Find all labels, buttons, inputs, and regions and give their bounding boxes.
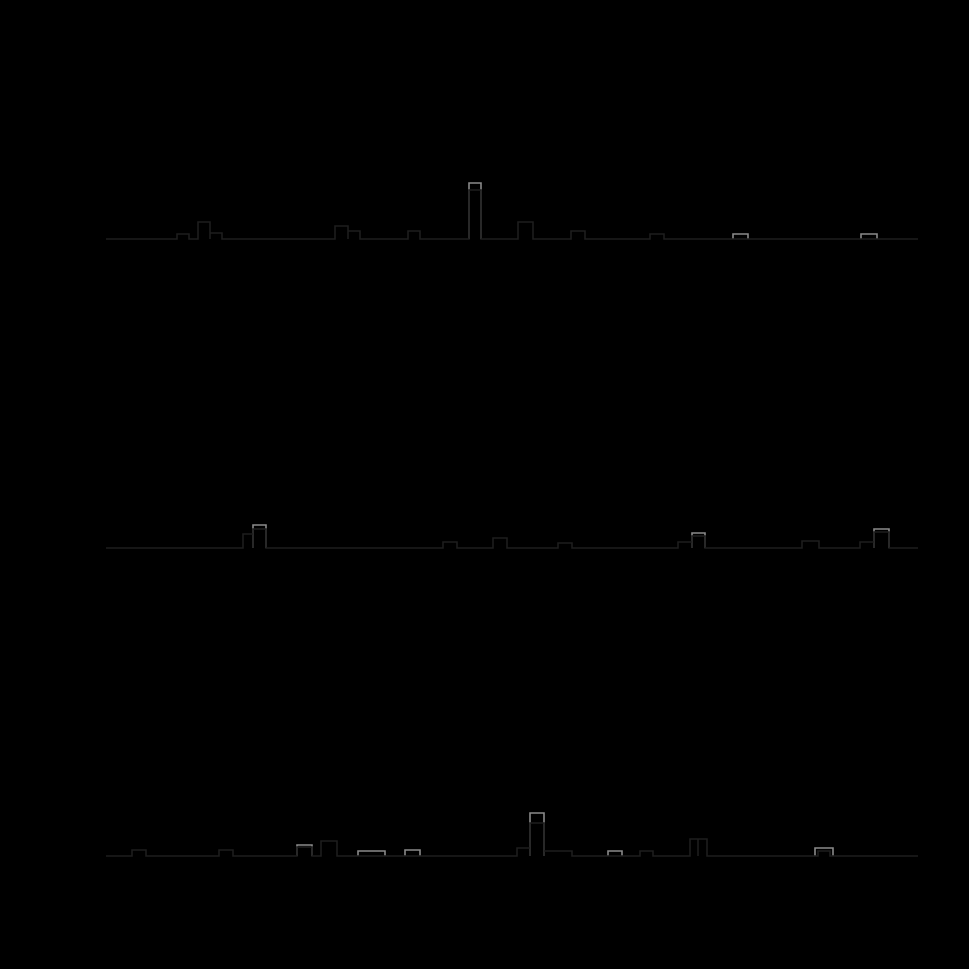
panel-1-overlay-histogram <box>469 183 877 239</box>
panel-1-step-histogram <box>106 190 918 239</box>
panel-3-step-histogram <box>106 823 918 856</box>
panel-3-overlay-histogram <box>297 813 833 856</box>
panel-2-overlay-histogram <box>253 525 889 548</box>
panel-2-step-histogram <box>106 529 918 548</box>
